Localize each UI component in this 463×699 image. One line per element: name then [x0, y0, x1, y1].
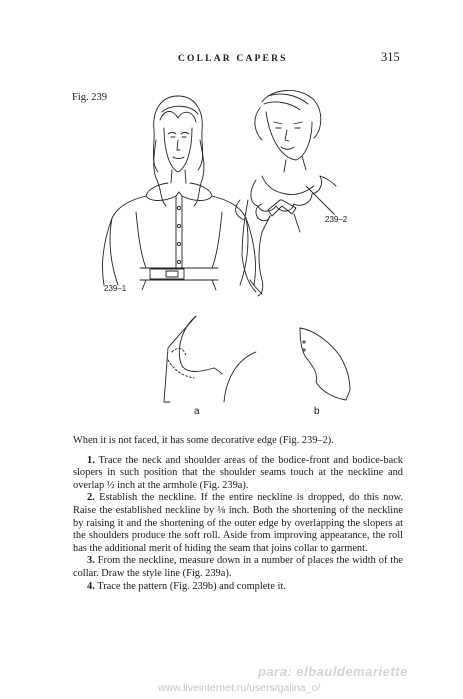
step-3-number: 3.	[87, 555, 95, 567]
step-2-text: Establish the neckline. If the entire neckline is dropped, do this now. Raise the established neckline by ⅛ inch. Both the shortening of the neckline by raising it and the shortening of the outer edge by overlapping the slopers at the shoulders produce the soft roll. Aside from improving appearance, the roll has the additional merit of hiding the seam that joins collar to garment.	[73, 492, 403, 554]
step-1-number: 1.	[87, 454, 95, 466]
body-text	[73, 435, 403, 593]
step-4-number: 4.	[87, 580, 95, 592]
step-2	[73, 492, 403, 555]
intro-paragraph: When it is not faced, it has some decorative edge (Fig. 239–2).	[73, 435, 334, 446]
step-4	[73, 581, 403, 594]
watermark-signature: para: elbauldemariette	[258, 664, 408, 679]
running-header: COLLAR CAPERS	[178, 54, 288, 64]
page-number: 315	[381, 50, 400, 64]
watermark-url: www.liveinternet.ru/users/galina_o/	[158, 682, 321, 694]
step-3-text: From the neckline, measure down in a number of places the width of the collar. Draw the style line (Fig. 239a).	[73, 555, 403, 579]
draft-a-label: a	[194, 406, 200, 417]
step-1	[73, 455, 403, 493]
draft-b-label: b	[314, 406, 320, 417]
pattern-draft-b	[224, 328, 350, 402]
pattern-draft-a	[164, 316, 222, 402]
figure-239-2-drawing	[236, 90, 336, 296]
step-3	[73, 555, 403, 580]
figure-239-1-label: 239–1	[104, 284, 127, 293]
figure-239-2-label: 239–2	[325, 215, 348, 224]
step-1-text: Trace the neck and shoulder areas of the bodice-front and bodice-back slopers in such position that the shoulder seams touch at the neckline and overlap ½ inch at the armhole (Fig. 239a).	[73, 454, 403, 491]
figure-label: Fig. 239	[72, 92, 108, 103]
step-4-text: Trace the pattern (Fig. 239b) and complete it.	[94, 580, 286, 592]
step-2-number: 2.	[87, 492, 95, 504]
figure-239-1-drawing	[102, 96, 255, 290]
